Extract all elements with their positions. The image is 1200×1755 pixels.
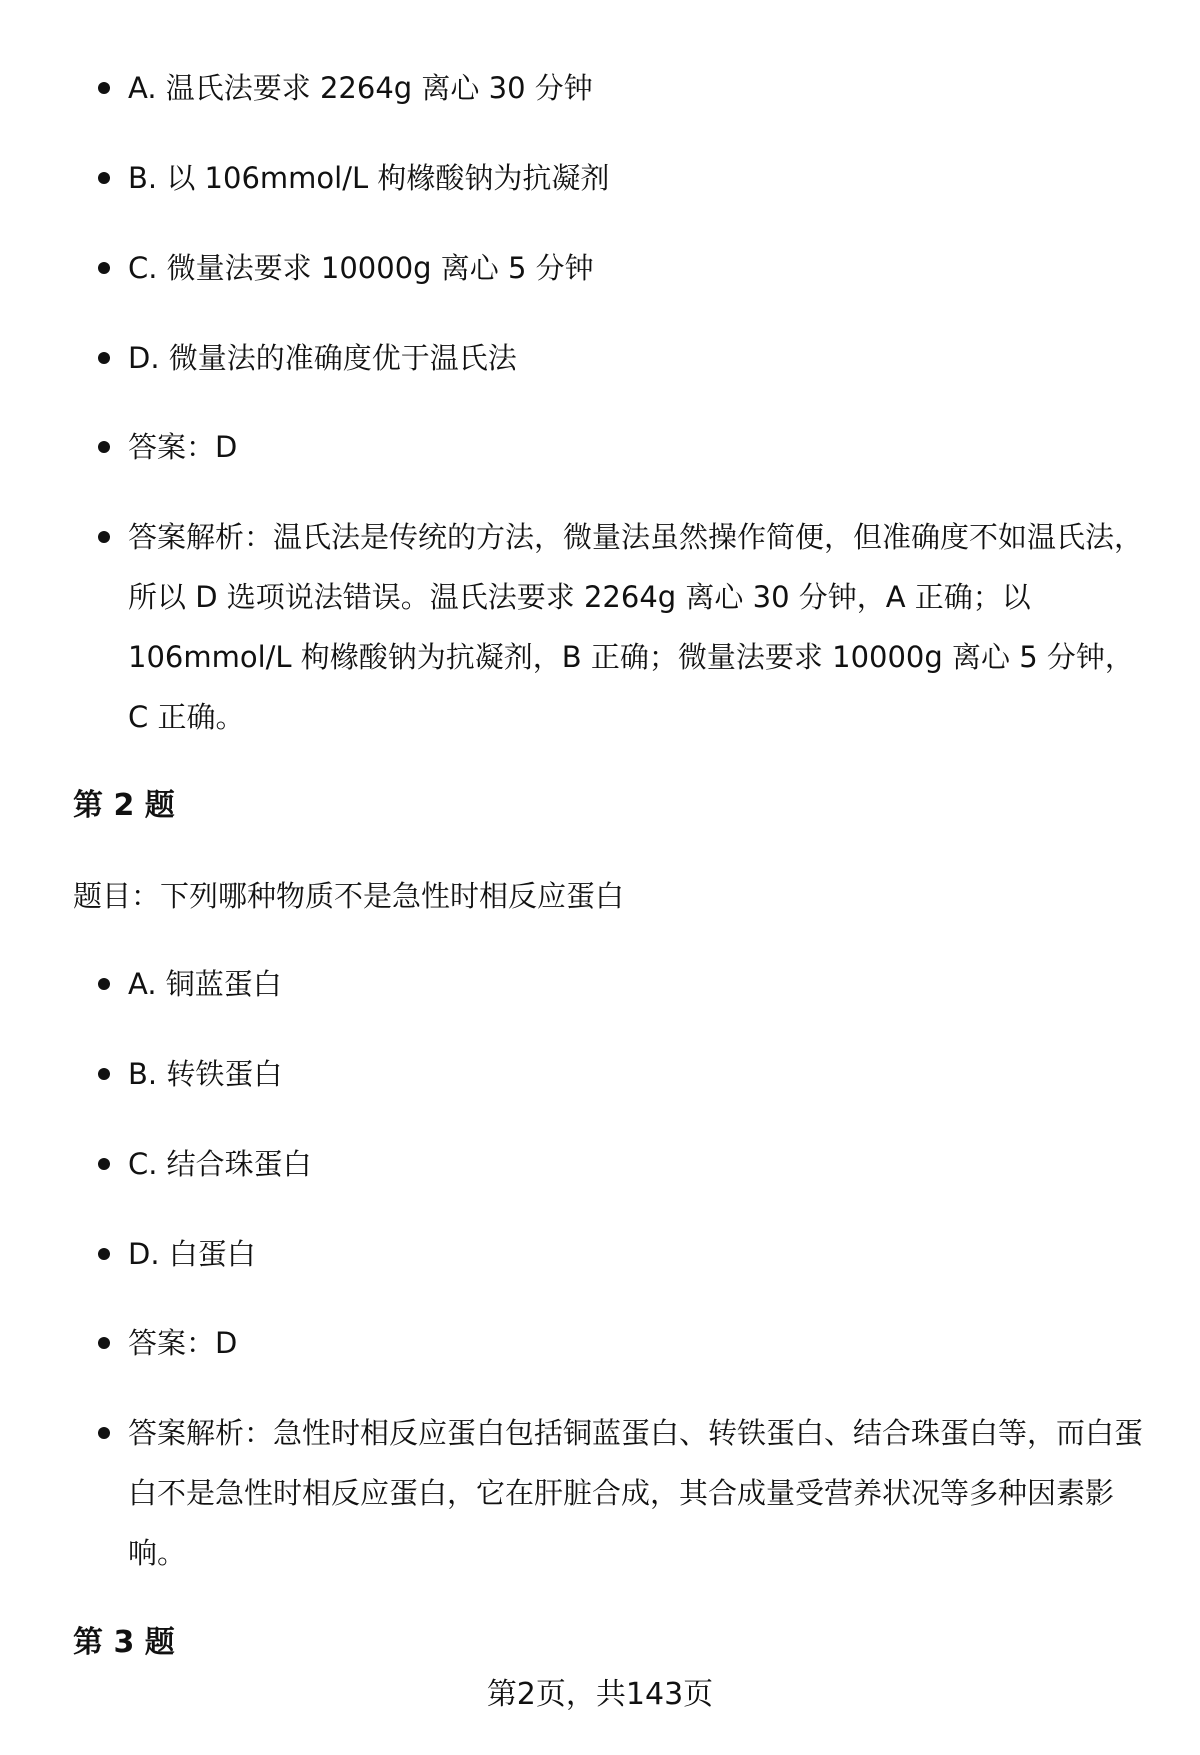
bullet-icon — [98, 978, 110, 990]
option-c: C. 微量法要求 10000g 离心 5 分钟 — [128, 251, 594, 285]
option-c: C. 结合珠蛋白 — [128, 1147, 312, 1181]
bullet-icon — [98, 352, 110, 364]
bullet-icon — [98, 262, 110, 274]
answer-line: 答案：D — [128, 1326, 238, 1360]
bullet-icon — [98, 1248, 110, 1260]
question-heading: 第 3 题 — [73, 1625, 175, 1660]
bullet-icon — [98, 1337, 110, 1349]
option-a: A. 铜蓝蛋白 — [128, 967, 282, 1001]
bullet-icon — [98, 441, 110, 453]
answer-line: 答案：D — [128, 430, 238, 464]
question-heading: 第 2 题 — [73, 788, 175, 823]
option-b: B. 以 106mmol/L 枸橼酸钠为抗凝剂 — [128, 161, 610, 195]
answer-explanation: 答案解析：急性时相反应蛋白包括铜蓝蛋白、转铁蛋白、结合珠蛋白等，而白蛋白不是急性时相反应蛋白，它在肝脏合成，其合成量受营养状况等多种因素影响。 — [128, 1416, 1144, 1570]
option-d: D. 白蛋白 — [128, 1237, 256, 1271]
bullet-icon — [98, 82, 110, 94]
option-a: A. 温氏法要求 2264g 离心 30 分钟 — [128, 71, 593, 105]
bullet-icon — [98, 531, 110, 543]
option-b: B. 转铁蛋白 — [128, 1057, 283, 1091]
question-stem: 题目：下列哪种物质不是急性时相反应蛋白 — [73, 879, 625, 913]
bullet-icon — [98, 1068, 110, 1080]
page-indicator: 第2页，共143页 — [486, 1677, 714, 1712]
bullet-icon — [98, 1158, 110, 1170]
option-d: D. 微量法的准确度优于温氏法 — [128, 341, 517, 375]
bullet-icon — [98, 1427, 110, 1439]
answer-explanation: 答案解析：温氏法是传统的方法，微量法虽然操作简便，但准确度不如温氏法，所以 D 选项说法错误。温氏法要求 2264g 离心 30 分钟，A 正确；以 106mmol/L 枸橼酸钠为抗凝剂，B 正确；微量法要求 10000g 离心 5 分钟，C 正确。 — [128, 520, 1144, 734]
bullet-icon — [98, 172, 110, 184]
